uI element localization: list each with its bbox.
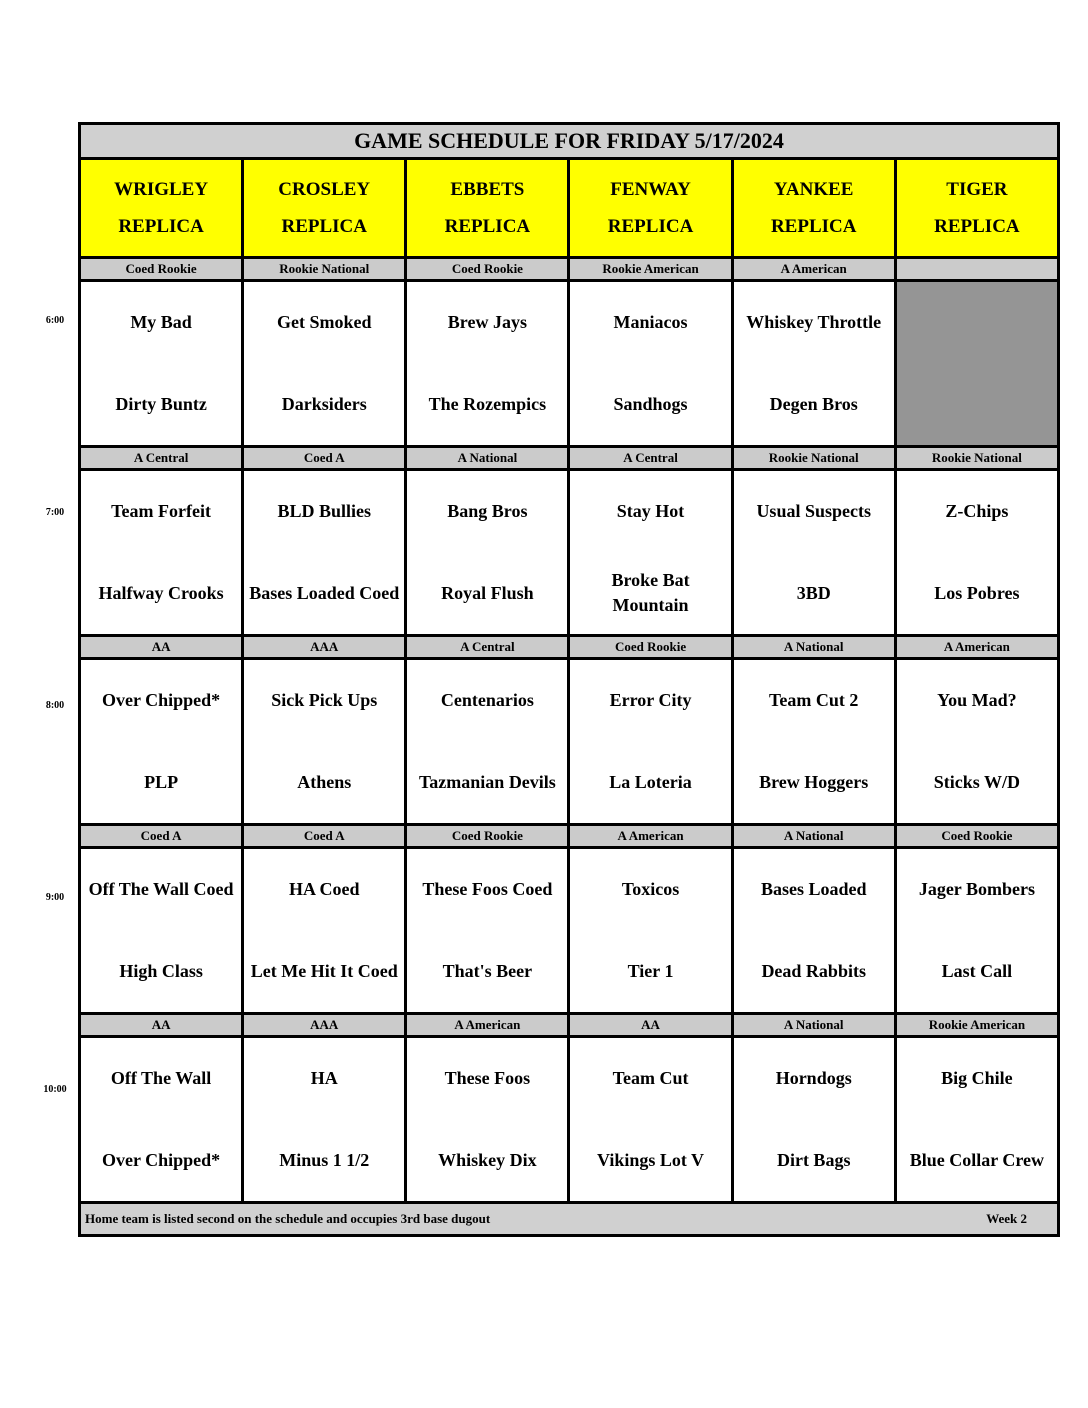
home-team: 3BD (796, 582, 831, 603)
schedule-table (78, 122, 1060, 1237)
time-label: 7:00 (45, 507, 65, 518)
home-team: Royal Flush (441, 582, 534, 603)
home-team: Tier 1 (627, 960, 674, 981)
away-team: Team Cut (612, 1068, 689, 1089)
time-label: 9:00 (45, 892, 65, 903)
division-label: A Central (80, 447, 243, 470)
away-team: Centenarios (440, 690, 534, 711)
field-header (406, 159, 569, 258)
division-label: Coed Rookie (406, 825, 569, 848)
home-team: Whiskey Dix (438, 1149, 537, 1170)
away-team (897, 282, 1057, 364)
field-header (569, 159, 732, 258)
home-team: Dirty Buntz (115, 393, 207, 414)
home-team: PLP (144, 771, 179, 792)
division-label: Rookie National (243, 258, 406, 281)
away-team: Whiskey Throttle (746, 312, 882, 333)
away-team: Team Forfeit (111, 501, 211, 522)
away-team: My Bad (130, 312, 192, 333)
division-label: A Central (569, 447, 732, 470)
game-cell (80, 281, 243, 447)
division-label: A Central (406, 636, 569, 659)
home-team: Dead Rabbits (761, 960, 866, 981)
away-team: Jager Bombers (918, 879, 1035, 900)
game-cell (732, 1037, 895, 1203)
away-team: Off The Wall (110, 1068, 212, 1089)
away-team: Over Chipped* (101, 690, 221, 711)
away-team: Sick Pick Ups (271, 690, 378, 711)
game-cell (569, 470, 732, 636)
field-name: EBBETS (450, 179, 525, 200)
game-row (80, 470, 1059, 636)
empty-slot (895, 281, 1058, 447)
field-header (243, 159, 406, 258)
game-cell (406, 848, 569, 1014)
away-team: Bang Bros (447, 501, 528, 522)
home-team: That's Beer (442, 960, 533, 981)
game-cell (243, 848, 406, 1014)
division-row (80, 636, 1059, 659)
game-cell (895, 659, 1058, 825)
home-team: Tazmanian Devils (418, 771, 556, 792)
field-sub: REPLICA (281, 216, 367, 237)
time-label: 8:00 (45, 700, 65, 711)
game-cell (80, 659, 243, 825)
schedule-title: GAME SCHEDULE FOR FRIDAY 5/17/2024 (80, 124, 1059, 159)
game-cell (406, 659, 569, 825)
home-team: Minus 1 1/2 (279, 1149, 370, 1170)
home-team: Bases Loaded Coed (249, 582, 400, 603)
game-cell (80, 1037, 243, 1203)
game-cell (569, 1037, 732, 1203)
division-label: A American (895, 636, 1058, 659)
home-team: Halfway Crooks (98, 582, 224, 603)
game-cell (406, 470, 569, 636)
home-team (897, 364, 1057, 446)
away-team: These Foos (444, 1068, 531, 1089)
division-label: Rookie National (732, 447, 895, 470)
footer-row (80, 1203, 1059, 1236)
away-team: These Foos Coed (422, 879, 553, 900)
game-cell (569, 281, 732, 447)
field-name: YANKEE (773, 179, 854, 200)
away-team: You Mad? (937, 690, 1017, 711)
field-header-row (80, 159, 1059, 258)
division-label: Coed A (243, 825, 406, 848)
home-team: Vikings Lot V (597, 1149, 705, 1170)
game-cell (80, 848, 243, 1014)
time-label: 10:00 (43, 1084, 67, 1095)
home-team: High Class (119, 960, 203, 981)
division-label: Coed Rookie (569, 636, 732, 659)
week-label: Week 2 (986, 1211, 1027, 1226)
game-row (80, 281, 1059, 447)
home-team: Sandhogs (613, 393, 688, 414)
field-name: CROSLEY (278, 179, 371, 200)
division-label: AA (80, 1014, 243, 1037)
footer-note: Home team is listed second on the schedule and occupies 3rd base dugout (85, 1211, 491, 1226)
division-label (895, 258, 1058, 281)
field-header (732, 159, 895, 258)
home-team: Let Me Hit It Coed (250, 960, 398, 981)
time-label: 6:00 (45, 315, 65, 326)
division-label: AAA (243, 1014, 406, 1037)
game-cell (569, 659, 732, 825)
division-label: A National (406, 447, 569, 470)
home-team: Last Call (941, 960, 1013, 981)
division-row (80, 825, 1059, 848)
home-team: Broke Bat Mountain (611, 570, 690, 616)
division-label: A American (732, 258, 895, 281)
home-team: Athens (297, 771, 352, 792)
game-cell (732, 281, 895, 447)
game-cell (569, 848, 732, 1014)
game-cell (895, 470, 1058, 636)
division-label: A National (732, 636, 895, 659)
field-sub: REPLICA (770, 216, 857, 237)
field-sub: REPLICA (607, 216, 694, 237)
home-team: Over Chipped* (101, 1149, 221, 1170)
game-cell (895, 848, 1058, 1014)
division-label: Rookie National (895, 447, 1058, 470)
game-row (80, 1037, 1059, 1203)
division-row (80, 258, 1059, 281)
division-label: A National (732, 825, 895, 848)
away-team: Error City (609, 690, 692, 711)
home-team: Degen Bros (769, 393, 858, 414)
game-cell (243, 281, 406, 447)
home-team: The Rozempics (428, 393, 547, 414)
game-cell (732, 848, 895, 1014)
division-row (80, 447, 1059, 470)
division-label: A National (732, 1014, 895, 1037)
away-team: Z-Chips (945, 501, 1009, 522)
footer (80, 1203, 1059, 1236)
field-sub: REPLICA (444, 216, 531, 237)
home-team: La Loteria (609, 771, 692, 792)
division-label: A American (406, 1014, 569, 1037)
division-label: Coed A (80, 825, 243, 848)
division-label: Coed Rookie (80, 258, 243, 281)
away-team: Usual Suspects (756, 501, 871, 522)
field-name: WRIGLEY (114, 179, 209, 200)
game-row (80, 659, 1059, 825)
field-header (80, 159, 243, 258)
home-team: Brew Hoggers (759, 771, 869, 792)
field-name: FENWAY (610, 179, 691, 200)
field-sub: REPLICA (934, 216, 1020, 237)
game-cell (80, 470, 243, 636)
away-team: HA Coed (288, 879, 360, 900)
home-team: Blue Collar Crew (909, 1149, 1045, 1170)
division-label: AA (569, 1014, 732, 1037)
away-team: BLD Bullies (277, 501, 371, 522)
field-sub: REPLICA (118, 216, 204, 237)
game-row (80, 848, 1059, 1014)
home-team: Sticks W/D (933, 771, 1020, 792)
away-team: Brew Jays (447, 312, 527, 333)
game-cell (732, 470, 895, 636)
game-cell (243, 1037, 406, 1203)
home-team: Los Pobres (934, 582, 1020, 603)
game-cell (243, 470, 406, 636)
away-team: HA (310, 1068, 338, 1089)
field-header (895, 159, 1058, 258)
game-cell (895, 1037, 1058, 1203)
home-team: Darksiders (281, 393, 367, 414)
away-team: Horndogs (775, 1068, 852, 1089)
away-team: Get Smoked (276, 312, 372, 333)
away-team: Bases Loaded (760, 879, 867, 900)
game-cell (243, 659, 406, 825)
game-cell (406, 1037, 569, 1203)
title-row (80, 124, 1059, 159)
home-team: Dirt Bags (776, 1149, 851, 1170)
away-team: Maniacos (613, 312, 688, 333)
division-row (80, 1014, 1059, 1037)
division-label: AA (80, 636, 243, 659)
division-label: Coed Rookie (895, 825, 1058, 848)
game-cell (732, 659, 895, 825)
division-label: Coed Rookie (406, 258, 569, 281)
away-team: Team Cut 2 (769, 690, 859, 711)
division-label: AAA (243, 636, 406, 659)
division-label: Coed A (243, 447, 406, 470)
away-team: Big Chile (941, 1068, 1013, 1089)
division-label: Rookie American (569, 258, 732, 281)
division-label: A American (569, 825, 732, 848)
division-label: Rookie American (895, 1014, 1058, 1037)
game-cell (406, 281, 569, 447)
away-team: Stay Hot (616, 501, 685, 522)
away-team: Off The Wall Coed (88, 879, 234, 900)
field-name: TIGER (946, 179, 1008, 200)
away-team: Toxicos (621, 879, 680, 900)
